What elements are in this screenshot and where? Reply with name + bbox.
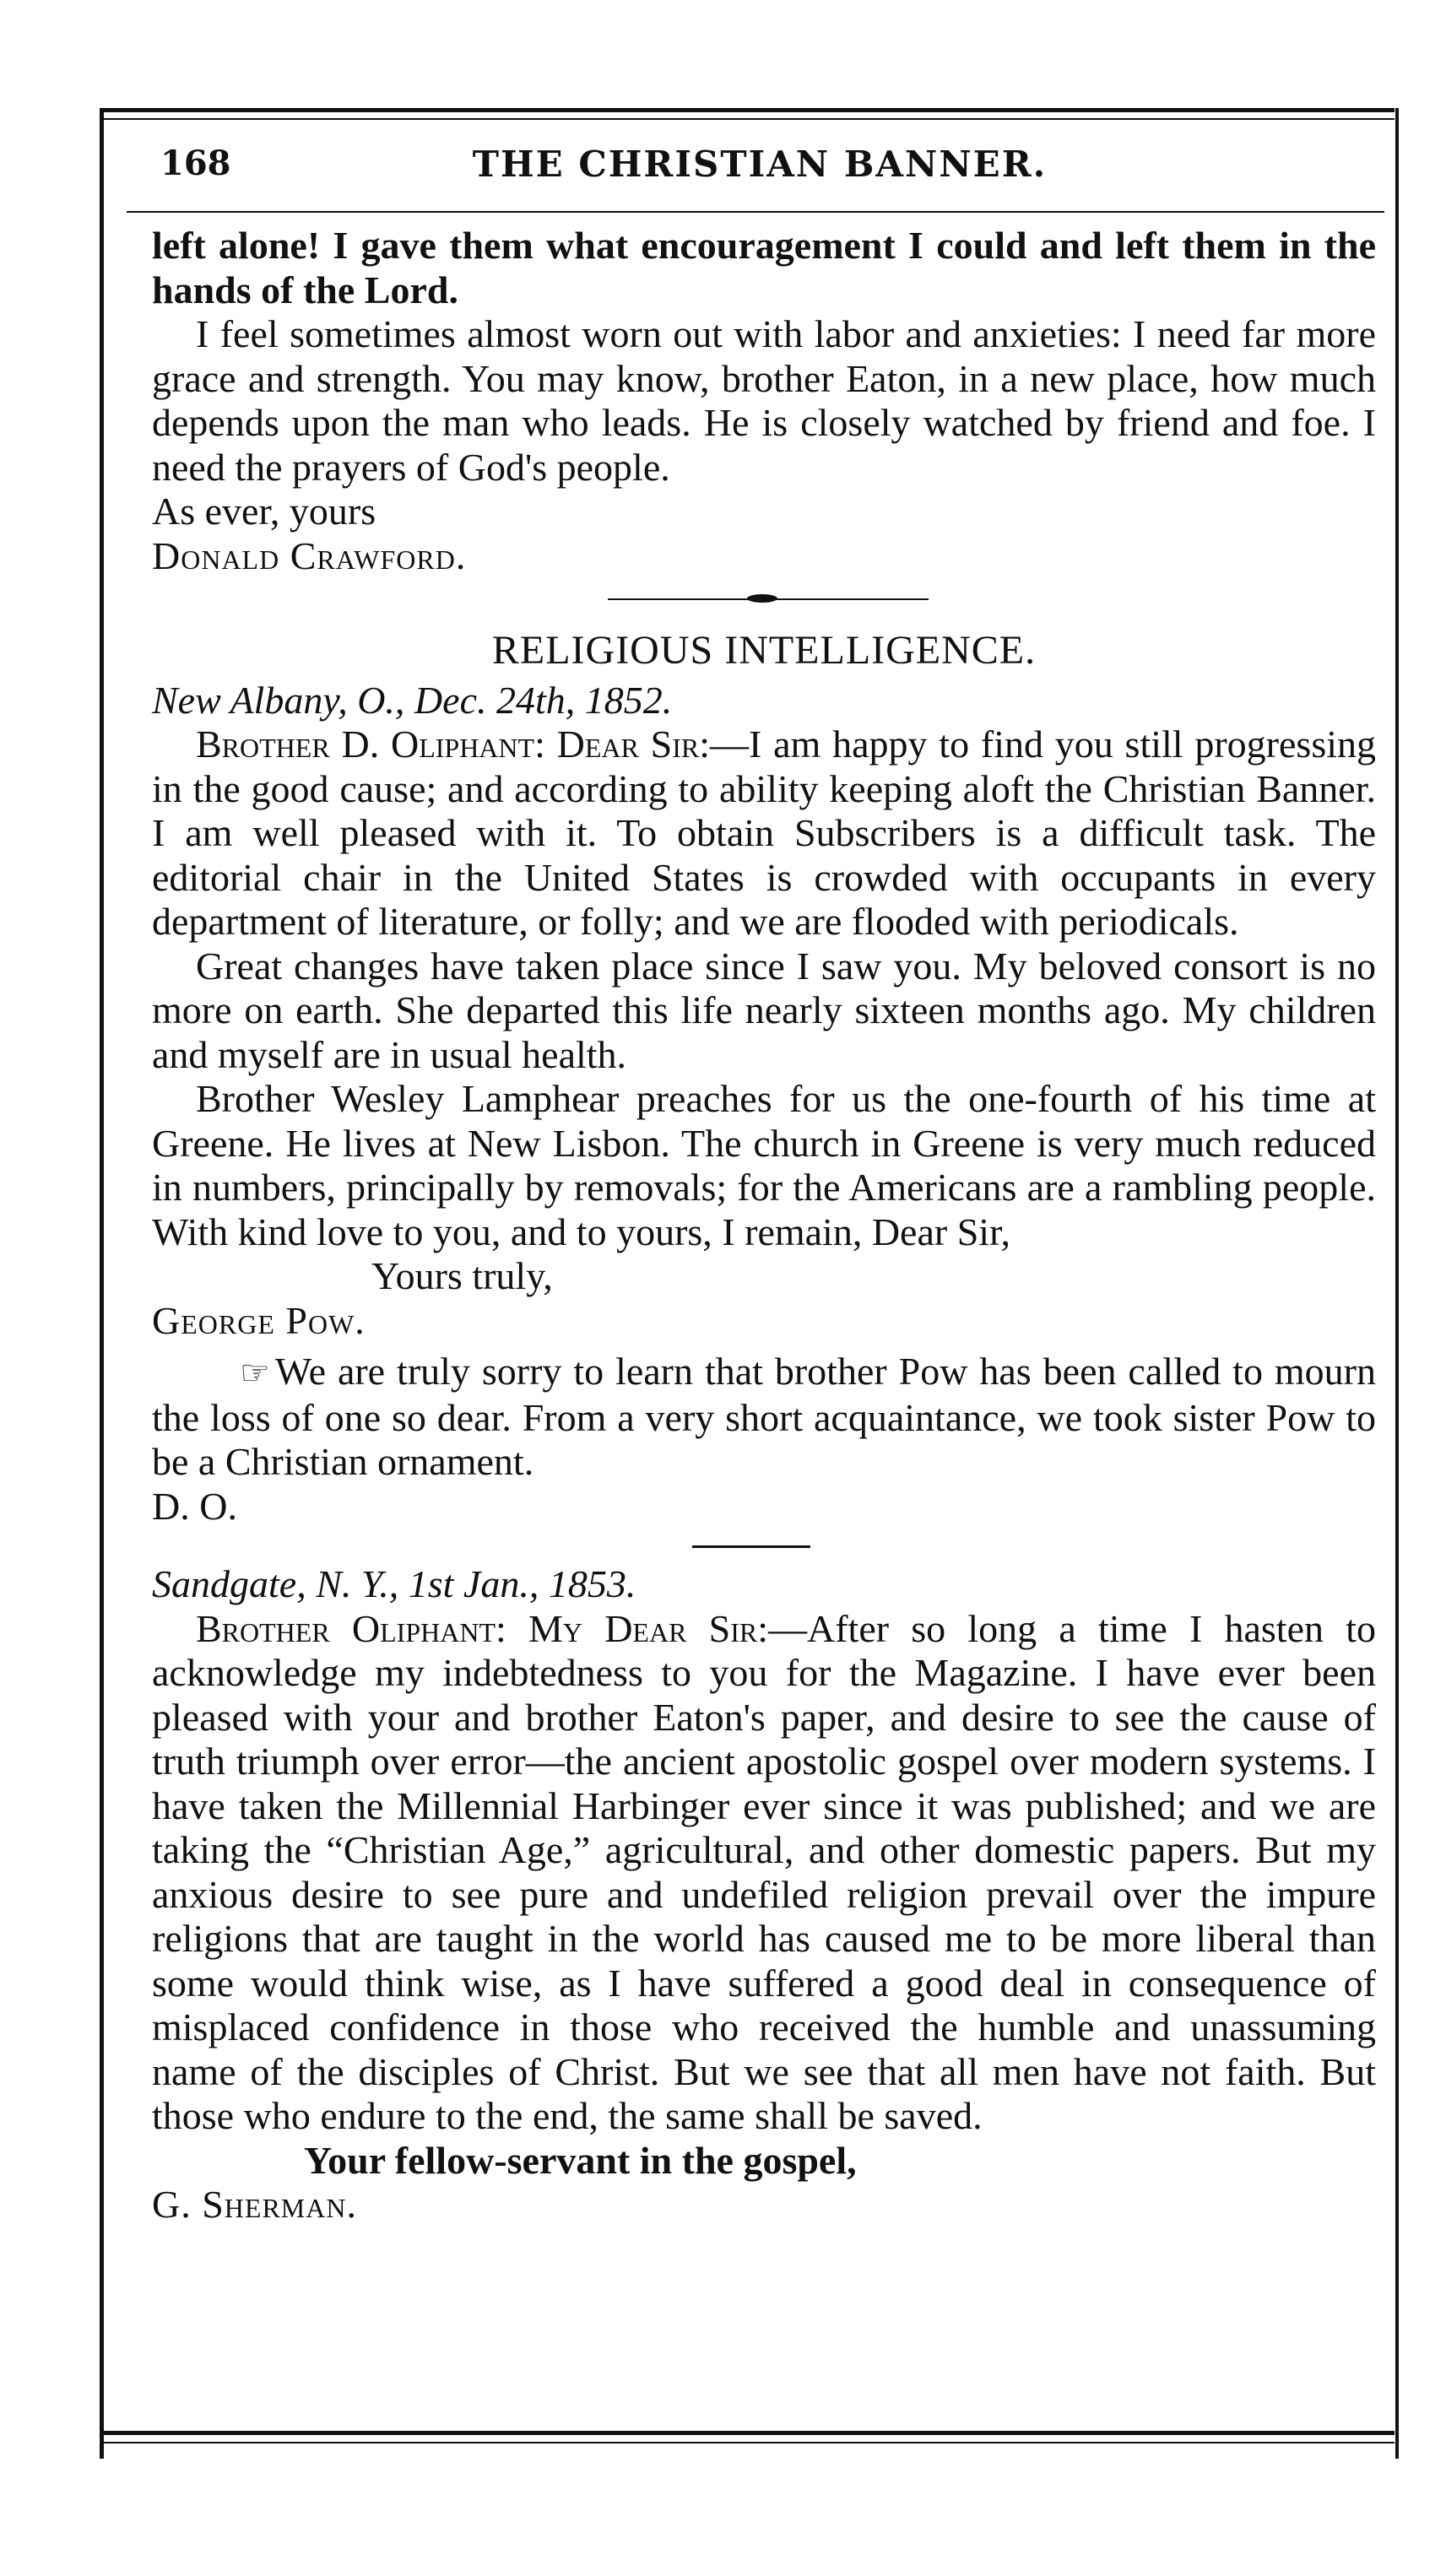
running-header — [135, 143, 1384, 194]
letter3-paragraph-text: —After so long a time I hasten to acknowledge my indebtedness to you for the Magazine. I have ever been pleased with your and brother Eaton's paper, and desire to see the cause of truth triumph over error—the ancient apostolic gospel over modern systems. I have taken the Millennial Harbinger ever since it was published; and we are taking the “Christian Age,” agricultural, and other domestic papers. But my anxious desire to see pure and undefiled religion prevail over the impure religions that are taught in the world has caused me to be more liberal than some would think wise, as I have suffered a good deal in consequence of misplaced confidence in those who received the humble and unassuming name of the disciples of Christ. But we see that all men have not faith. But those who endure to the end, the same shall be saved. — [152, 1606, 1376, 2137]
letter3-dateline: Sandgate, N. Y., 1st Jan., 1853. — [152, 1562, 636, 1605]
letter2-dateline: New Albany, O., Dec. 24th, 1852. — [152, 678, 673, 722]
letter3-salutation: Brother Oliphant: My Dear Sir: — [196, 1606, 768, 1650]
editor-note-text: We are truly sorry to learn that brother Pow has been called to mourn the loss of one so dear. From a very short acquaintance, we took sister Pow to be a Christian ornament. — [152, 1350, 1376, 1483]
letter2-signature: George Pow. — [152, 1298, 366, 1342]
letter2-closing: Yours truly, — [371, 1254, 553, 1297]
header-rule — [127, 211, 1384, 213]
page-body — [152, 224, 1376, 2227]
continued-text: left alone! I gave them what encouragement I could and left them in the hands of the Lord. — [152, 224, 1376, 311]
letter2-paragraph-1 — [152, 722, 1376, 944]
short-divider — [152, 1529, 1376, 1562]
running-title: THE CHRISTIAN BANNER. — [472, 143, 1048, 185]
letter3-closing: Your fellow-servant in the gospel, — [304, 2138, 857, 2182]
editor-initials: D. O. — [152, 1484, 237, 1528]
letter2-paragraph-2: Great changes have taken place since I saw you. My beloved consort is no more on earth. She departed this life nearly sixteen months ago. My children and myself are in usual health. — [152, 944, 1376, 1076]
section-title: RELIGIOUS INTELLIGENCE. — [491, 628, 1037, 673]
editor-note — [152, 1350, 1376, 1485]
letter3-paragraph — [152, 1607, 1376, 2139]
letter2-paragraph-3: Brother Wesley Lamphear preaches for us the one-fourth of his time at Greene. He lives at New Lisbon. The church in Greene is very much reduced in numbers, principally by removals; for the Americans are a rambling people. With kind love to you, and to yours, I remain, Dear Sir, — [152, 1077, 1376, 1253]
letter1-paragraph: I feel sometimes almost worn out with labor and anxieties: I need far more grace and strength. You may know, brother Eaton, in a new place, how much depends upon the man who leads. He is closely watched by friend and foe. I need the prayers of God's people. — [152, 312, 1376, 489]
letter2-salutation: Brother D. Oliphant: Dear Sir: — [196, 722, 711, 766]
pointing-hand-icon: ☞ — [240, 1354, 270, 1392]
bottom-border-rule-thin — [103, 2442, 1395, 2443]
ornamental-divider — [152, 578, 1376, 622]
letter2-paragraph-1-text: —I am happy to find you still progressing in the good cause; and according to ability keeping aloft the Christian Banner. I am well pleased with it. To obtain Subscribers is a difficult task. The editorial chair in the United States is crowded with occupants in every department of literature, or folly; and we are flooded with periodicals. — [152, 722, 1376, 943]
page-number: 168 — [160, 143, 231, 183]
letter3-signature: G. Sherman. — [152, 2183, 357, 2226]
letter1-signature: Donald Crawford. — [152, 533, 467, 577]
letter1-closing: As ever, yours — [152, 490, 376, 533]
bottom-border-rule — [103, 2431, 1395, 2435]
